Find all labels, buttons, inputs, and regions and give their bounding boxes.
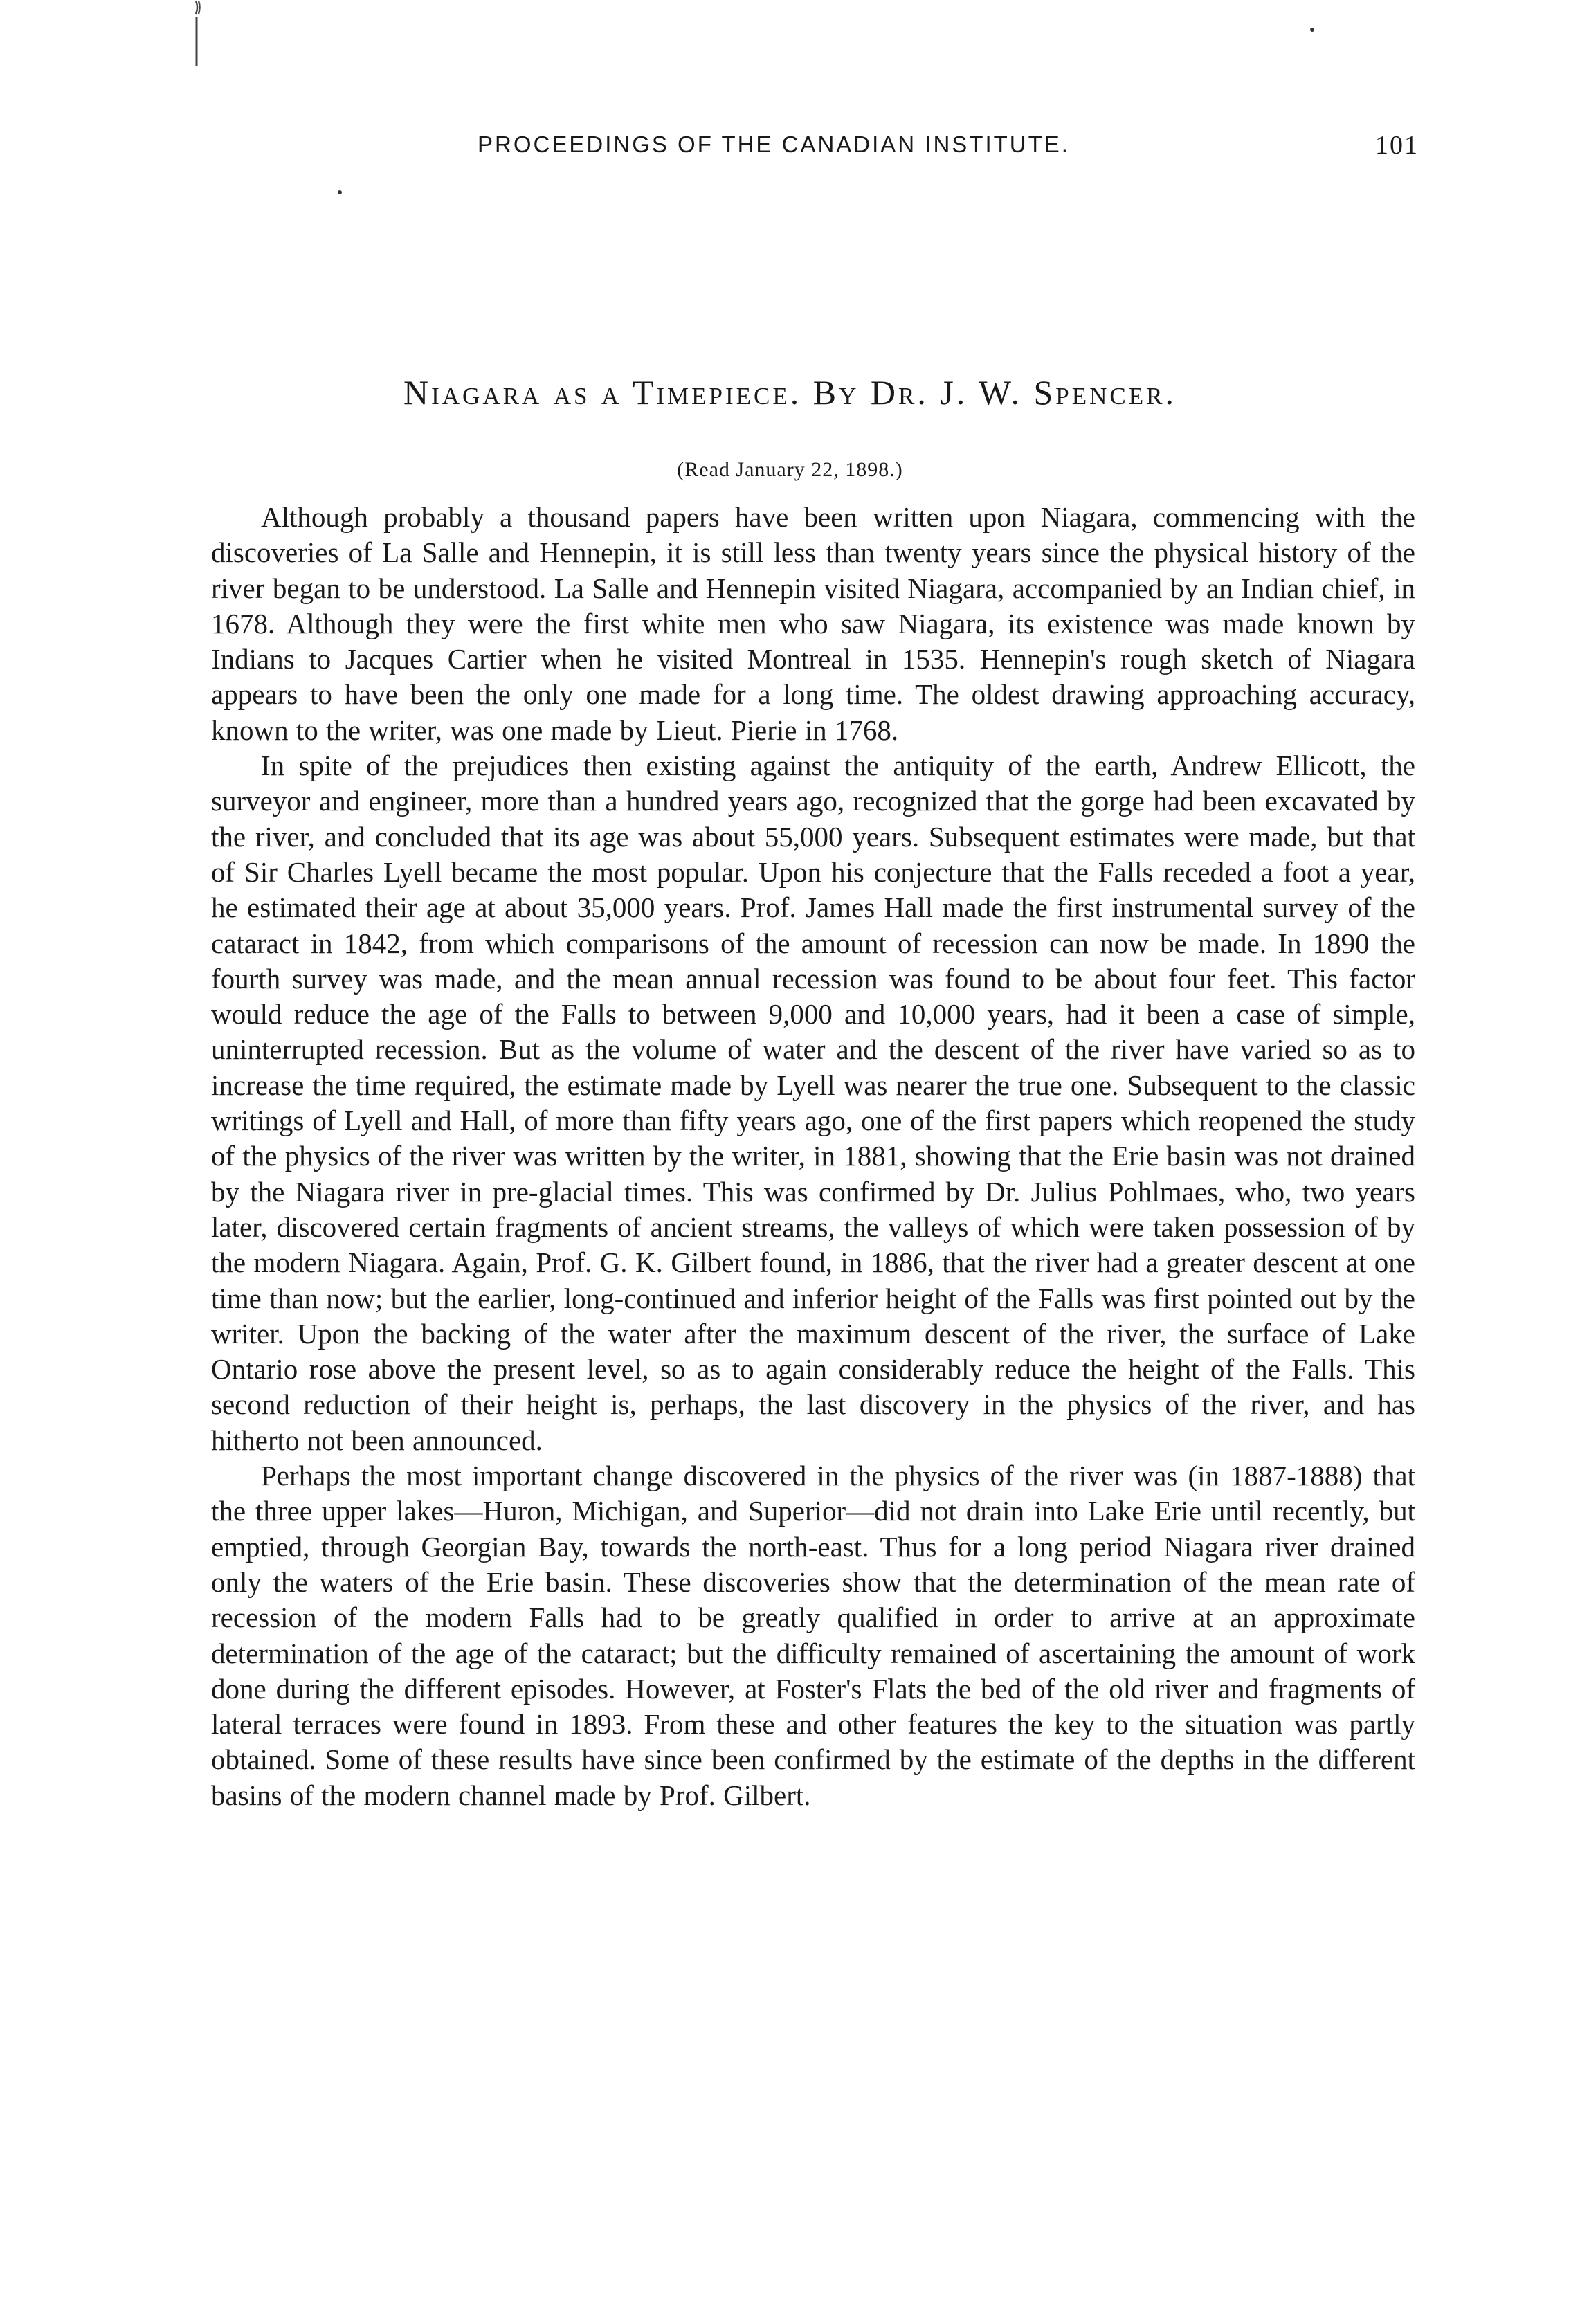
read-date-note: (Read January 22, 1898.) (677, 458, 903, 481)
article-body (211, 500, 1415, 1813)
paragraph: Perhaps the most important change discovered in the physics of the river was (in 1887-1888) that the three upper lakes—Huron, Michigan, and Superior—did not drain into Lake Erie until recently, but emptied, through Georgian Bay, towards the north-east. Thus for a long period Niagara river drained only the waters of the Erie basin. These discoveries show that the determination of the mean rate of recession of the modern Falls had to be greatly qualified in order to arrive at an approximate determination of the age of the cataract; but the difficulty remained of ascertaining the amount of work done during the different episodes. However, at Foster's Flats the bed of the old river and fragments of lateral terraces were found in 1893. From these and other features the key to the situation was partly obtained. Some of these results have since been confirmed by the estimate of the depths in the different basins of the modern channel made by Prof. Gilbert. (211, 1460, 1415, 1811)
running-title: PROCEEDINGS OF THE CANADIAN INSTITUTE. (478, 131, 1070, 157)
margin-pencil-mark (192, 0, 202, 75)
stray-ink-dot (1310, 28, 1314, 32)
paragraph: In spite of the prejudices then existing against the antiquity of the earth, Andrew Ellicott, the surveyor and engineer, more than a hundred years ago, recognized that the gorge had been excavated by the river, and concluded that its age was about 55,000 years. Subsequent estimates were made, but that of Sir Charles Lyell became the most popular. Upon his conjecture that the Falls receded a foot a year, he estimated their age at about 35,000 years. Prof. James Hall made the first instrumental survey of the cataract in 1842, from which comparisons of the amount of recession can now be made. In 1890 the fourth survey was made, and the mean annual recession was found to be about four feet. This factor would reduce the age of the Falls to between 9,000 and 10,000 years, had it been a case of simple, uninterrupted recession. But as the volume of water and the descent of the river have varied so as to increase the time required, the estimate made by Lyell was nearer the true one. Subsequent to the classic writings of Lyell and Hall, of more than fifty years ago, one of the first papers which reopened the study of the physics of the river was written by the writer, in 1881, showing that the Erie basin was not drained by the Niagara river in pre-glacial times. This was confirmed by Dr. Julius Pohlmaes, who, two years later, discovered certain fragments of ancient streams, the valleys of which were taken possession of by the modern Niagara. Again, Prof. G. K. Gilbert found, in 1886, that the river had a greater descent at one time than now; but the earlier, long-continued and inferior height of the Falls was first pointed out by the writer. Upon the backing of the water after the maximum descent of the river, the surface of Lake Ontario rose above the present level, so as to again considerably reduce the height of the Falls. This second reduction of their height is, perhaps, the last discovery in the physics of the river, and has hitherto not been announced. (211, 750, 1415, 1456)
stray-ink-dot (338, 190, 342, 194)
article-title: Niagara as a Timepiece. By Dr. J. W. Spencer. (403, 373, 1177, 412)
running-header (478, 131, 1419, 166)
paragraph: Although probably a thousand papers have been written upon Niagara, commencing with the discoveries of La Salle and Hennepin, it is still less than twenty years since the physical history of the river began to be understood. La Salle and Hennepin visited Niagara, accompanied by an Indian chief, in 1678. Although they were the first white men who saw Niagara, its existence was made known by Indians to Jacques Cartier when he visited Montreal in 1535. Hennepin's rough sketch of Niagara appears to have been the only one made for a long time. The oldest drawing approaching accuracy, known to the writer, was one made by Lieut. Pierie in 1768. (211, 501, 1415, 746)
page-number: 101 (1375, 131, 1419, 160)
